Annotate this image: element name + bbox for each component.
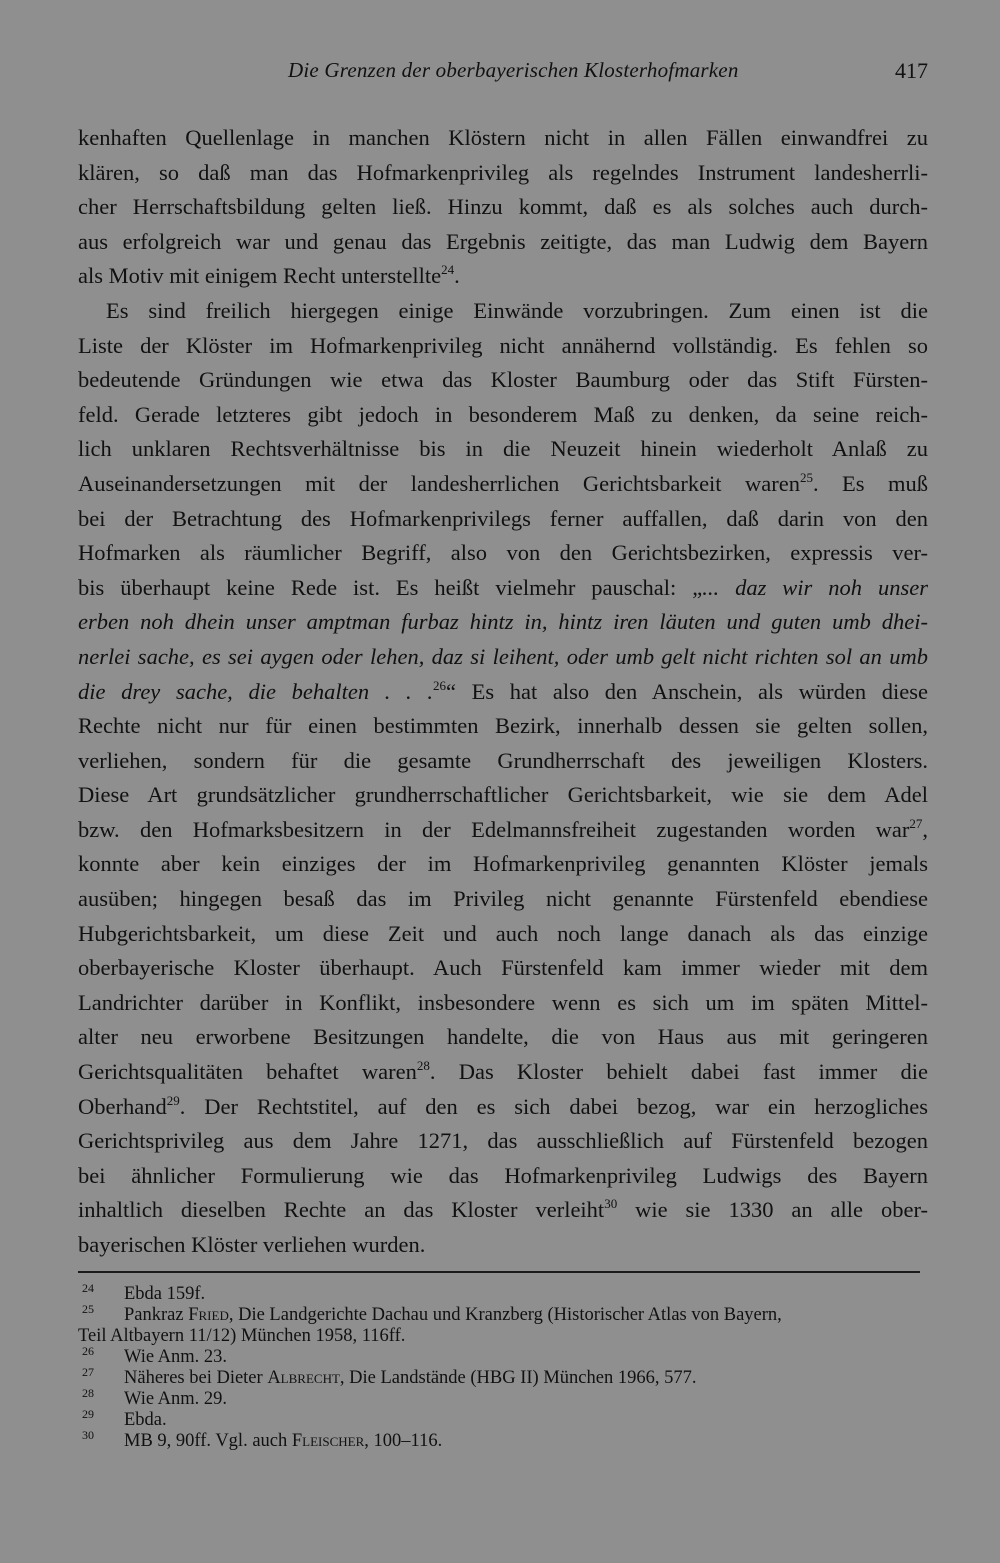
text-line: inhaltlich dieselben Rechte an das Kloster verleiht$^{30}$ wie sie 1330 an alle ober- — [78, 1196, 928, 1223]
text-line: bzw. den Hofmarksbesitzern in der Edelmannsfreiheit zugestanden worden war$^{27}$, — [78, 815, 928, 842]
text-line: lich unklaren Rechtsverhältnisse bis in die Neuzeit hinein wiederholt Anlaß zu — [78, 436, 928, 462]
footnote-ref: 27 — [909, 815, 923, 831]
text-line: aus erfolgreich war und genau das Ergebnis zeitigte, das man Ludwig dem Bayern — [78, 228, 928, 254]
text-line: alter neu erworbene Besitzungen handelte, die von Haus aus mit geringeren — [78, 1024, 928, 1050]
footnote: 29 Ebda. — [82, 1407, 167, 1430]
text-line: Gerichtsprivileg aus dem Jahre 1271, das ausschließlich auf Fürstenfeld bezogen — [78, 1128, 928, 1154]
footnote-ref: 25 — [799, 469, 813, 485]
footnote: 28 Wie Anm. 29. — [82, 1386, 228, 1409]
main-text — [78, 121, 928, 1263]
footnote-ref: 30 — [604, 1196, 618, 1212]
footnote-ref: 26 — [432, 677, 446, 693]
author-name: Fleischer — [291, 1431, 365, 1451]
running-header — [78, 58, 928, 90]
quotation-line: erben noh dhein unser amptman furbaz hintz in, hintz iren läuten und guten umb dhei- — [78, 609, 928, 635]
text-line: die drey sache, die behalten . . .$^{26}$“ Es hat also den Anschein, als würden diese — [78, 677, 928, 704]
text-line: bei der Betrachtung des Hofmarkenprivilegs ferner auffallen, daß darin von den — [78, 505, 928, 531]
text-line: Liste der Klöster im Hofmarkenprivileg nicht annähernd vollständig. Es fehlen so — [78, 332, 928, 358]
text-line: Landrichter darüber in Konflikt, insbesondere wenn es sich um im späten Mittel- — [78, 989, 928, 1015]
footnote-continuation: Teil Altbayern 11/12) München 1958, 116ff. — [78, 1326, 406, 1346]
text-line: klären, so daß man das Hofmarkenprivileg als regelndes Instrument landesherrli- — [78, 159, 928, 185]
text-line: Es sind freilich hiergegen einige Einwände vorzubringen. Zum einen ist die — [106, 297, 928, 323]
footnote: 27 Näheres bei Dieter Albrecht, Die Landstände (HBG II) München 1966, 577. — [82, 1365, 697, 1388]
text-line: ausüben; hingegen besaß das im Privileg nicht genannte Fürstenfeld ebendiese — [78, 886, 928, 912]
author-name: Albrecht — [267, 1368, 340, 1388]
text-line: oberbayerische Kloster überhaupt. Auch Fürstenfeld kam immer wieder mit dem — [78, 955, 928, 981]
text-line: bei ähnlicher Formulierung wie das Hofmarkenprivileg Ludwigs des Bayern — [78, 1162, 928, 1188]
text-line: bedeutende Gründungen wie etwa das Kloster Baumburg oder das Stift Fürsten- — [78, 367, 928, 393]
running-title: Die Grenzen der oberbayerischen Klosterhofmarken — [288, 58, 739, 82]
footnote-ref: 28 — [416, 1058, 430, 1074]
text-line: Oberhand$^{29}$. Der Rechtstitel, auf den es sich dabei bezog, war ein herzogliches — [78, 1092, 928, 1119]
text-line: als Motiv mit einigem Recht unterstellte$^{24}$. — [78, 262, 460, 289]
text-line: Hofmarken als räumlicher Begriff, also von den Gerichtsbezirken, expressis ver- — [78, 540, 928, 566]
footnote-divider — [78, 1271, 920, 1273]
text-line: kenhaften Quellenlage in manchen Klöstern nicht in allen Fällen einwandfrei zu — [78, 125, 928, 150]
text-line: bis überhaupt keine Rede ist. Es heißt vielmehr pauschal: „... daz wir noh unser — [78, 574, 928, 600]
text-line: verliehen, sondern für die gesamte Grundherrschaft des jeweiligen Klosters. — [78, 747, 928, 773]
author-name: Fried — [188, 1305, 229, 1325]
text-line: feld. Gerade letzteres gibt jedoch in besonderem Maß zu denken, da seine reich- — [78, 401, 928, 427]
footnote: 26 Wie Anm. 23. — [82, 1344, 228, 1367]
footnote: 24 Ebda 159f. — [82, 1281, 206, 1304]
text-line: Hubgerichtsbarkeit, um diese Zeit und auch noch lange danach als das einzige — [78, 920, 928, 946]
quotation-line: nerlei sache, es sei aygen oder lehen, daz si leihent, oder umb gelt nicht richten sol an umb — [78, 643, 928, 669]
text-line: konnte aber kein einziges der im Hofmarkenprivileg genannten Klöster jemals — [78, 851, 928, 877]
text-line: Diese Art grundsätzlicher grundherrschaftlicher Gerichtsbarkeit, wie sie dem Adel — [78, 782, 928, 808]
text-line: Rechte nicht nur für einen bestimmten Bezirk, innerhalb dessen sie gelten sollen, — [78, 713, 928, 739]
text-line: cher Herrschaftsbildung gelten ließ. Hinzu kommt, daß es als solches auch durch- — [78, 194, 928, 220]
text-line: Auseinandersetzungen mit der landesherrlichen Gerichtsbarkeit waren$^{25}$. Es muß — [78, 469, 928, 496]
text-line: Gerichtsqualitäten behaftet waren$^{28}$. Das Kloster behielt dabei fast immer die — [78, 1058, 929, 1085]
footnote-ref: 24 — [441, 262, 455, 278]
footnote-ref: 29 — [166, 1092, 180, 1108]
page-number: 417 — [895, 58, 928, 83]
footnote: 30 MB 9, 90ff. Vgl. auch Fleischer, 100–116. — [82, 1428, 443, 1451]
footnote: 25 Pankraz Fried, Die Landgerichte Dachau und Kranzberg (Historischer Atlas von Bayern, — [82, 1302, 782, 1325]
quotation: ... daz wir noh unser — [702, 574, 928, 600]
footnotes — [78, 1281, 928, 1452]
text-line: bayerischen Klöster verliehen wurden. — [78, 1232, 426, 1257]
